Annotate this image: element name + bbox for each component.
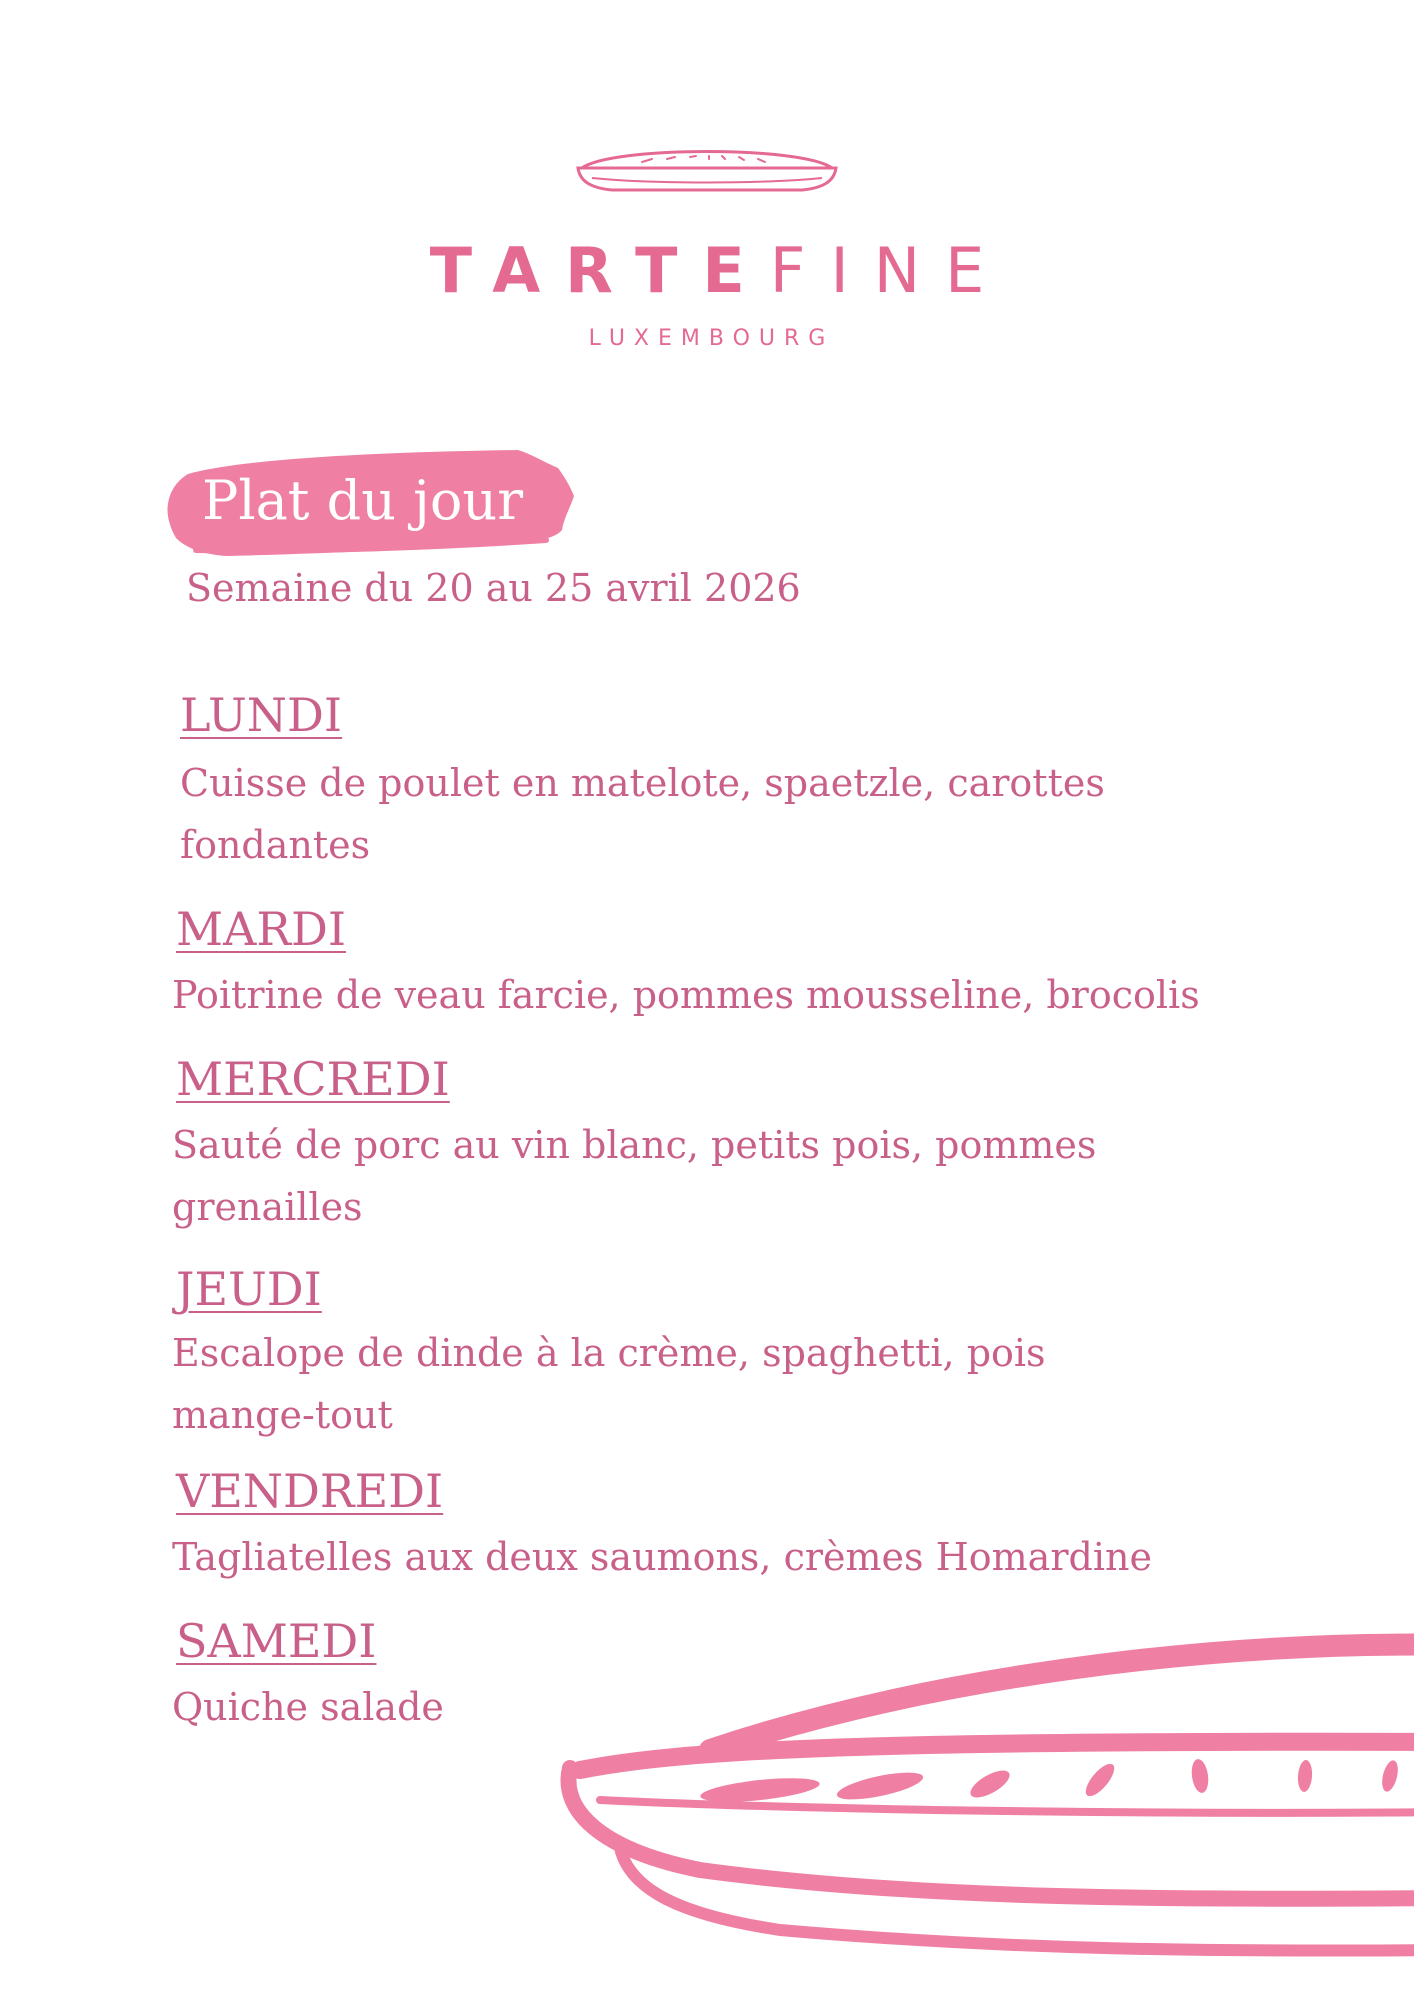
page-title: Plat du jour: [202, 469, 524, 532]
week-range: Semaine du 20 au 25 avril 2026: [186, 566, 801, 610]
dish-jeudi: Escalope de dinde à la crème, spaghetti, pois mange-tout: [172, 1331, 1046, 1437]
dish-mercredi: Sauté de porc au vin blanc, petits pois, pommes grenailles: [172, 1123, 1097, 1229]
brand-name-bold: TARTE: [429, 234, 770, 307]
tart-illustration: [560, 1600, 1414, 2000]
day-title-mercredi: MERCREDI: [176, 1052, 450, 1106]
day-title-jeudi: JEUDI: [176, 1262, 322, 1316]
tart-icon: [572, 138, 842, 198]
day-title-samedi: SAMEDI: [176, 1614, 377, 1668]
day-title-lundi: LUNDI: [180, 688, 343, 742]
day-title-mardi: MARDI: [176, 902, 347, 956]
day-title-vendredi: VENDREDI: [176, 1464, 444, 1518]
dish-samedi: Quiche salade: [172, 1685, 444, 1729]
dish-mardi: Poitrine de veau farcie, pommes mousseline, brocolis: [172, 973, 1200, 1017]
brand-name-light: FINE: [769, 234, 1010, 307]
dish-lundi: Cuisse de poulet en matelote, spaetzle, carottes fondantes: [180, 761, 1105, 867]
brand-location: LUXEMBOURG: [588, 326, 835, 351]
dish-vendredi: Tagliatelles aux deux saumons, crèmes Homardine: [172, 1535, 1152, 1579]
brand-name: [0, 234, 1414, 307]
